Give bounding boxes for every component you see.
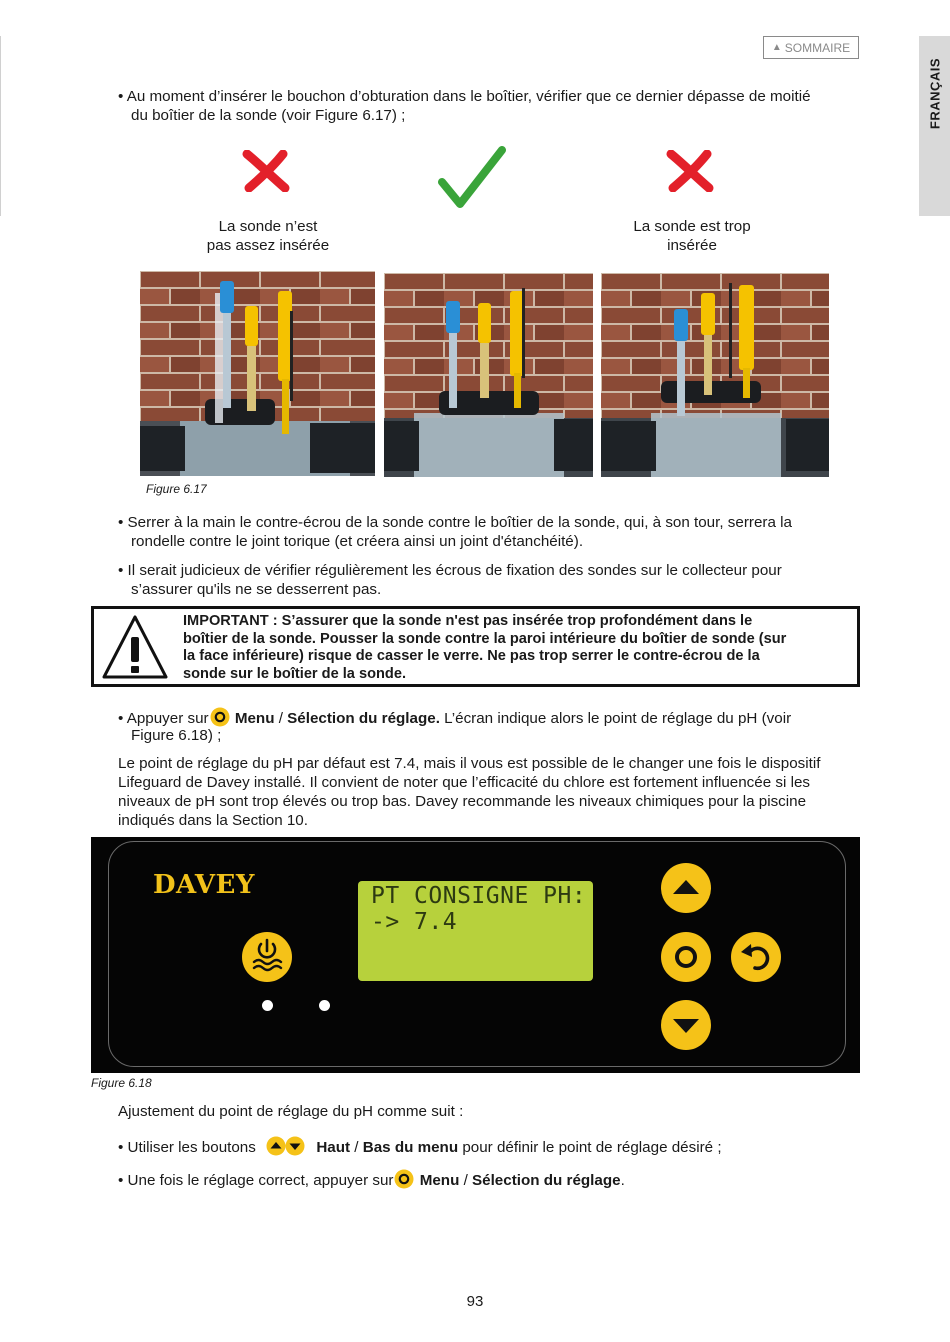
language-tab[interactable] [919, 36, 950, 216]
adjust-bullet2-bold-select: Sélection du réglage [472, 1172, 621, 1189]
cross-icon [241, 150, 291, 192]
back-button[interactable] [731, 932, 781, 982]
davey-logo: DAVEY [153, 870, 255, 900]
sommaire-label: SOMMAIRE [784, 40, 851, 55]
left-probe-label-line2: pas assez insérée [206, 237, 330, 254]
check-icon [438, 146, 506, 212]
adjust-bullet-2 [118, 1169, 625, 1190]
sommaire-button[interactable] [763, 36, 859, 59]
menu-select-button-icon [209, 707, 231, 727]
adjust-bullet1-rest: pour définir le point de réglage désiré ; [458, 1139, 722, 1156]
bullet-tighten-line1: • Serrer à la main le contre-écrou de la sonde contre le boîtier de la sonde, qui, à son tour, serrera la [118, 514, 792, 531]
probe-photo-correct [384, 273, 593, 477]
up-down-buttons-icon [266, 1136, 306, 1156]
language-tab-label: FRANÇAIS [927, 57, 942, 130]
adjust-intro: Ajustement du point de réglage du pH comme suit : [118, 1103, 464, 1120]
power-button[interactable] [242, 932, 292, 982]
right-probe-label-line1: La sonde est trop [633, 218, 751, 235]
probe-photo-over-inserted [601, 273, 829, 477]
ph-paragraph [118, 754, 820, 830]
up-triangle-icon: ▲ [771, 42, 782, 53]
control-panel-image [91, 837, 860, 1073]
intro-bullet-line1: • Au moment d’insérer le bouchon d’obturation dans le boîtier, vérifier que ce dernier dépasse de moitié [118, 88, 811, 105]
ph-paragraph-line: niveaux de pH sont trop élevés ou trop bas. Davey recommande les niveaux chimiques pour la piscine [118, 793, 807, 810]
left-probe-label-line1: La sonde n’est [218, 218, 318, 235]
left-probe-label [188, 217, 348, 255]
bullet-check-line2: s’assurer qu'ils ne se desserrent pas. [131, 581, 382, 598]
status-led [319, 1000, 330, 1011]
appuyer-bold-select: Sélection du réglage. [287, 710, 440, 727]
appuyer-bold-menu: Menu [234, 710, 275, 727]
adjust-bullet1-bold-haut: Haut [316, 1139, 351, 1156]
warning-line4: sonde sur le boîtier de la sonde. [183, 665, 407, 682]
lcd-screen [358, 881, 593, 981]
warning-triangle-icon [100, 611, 170, 681]
bullet-tighten-line2: rondelle contre le joint torique (et créera ainsi un joint d'étanchéité). [131, 533, 584, 550]
down-arrow-icon [661, 1000, 711, 1050]
probe-photo-under-inserted [140, 271, 375, 476]
lcd-line1: PT CONSIGNE PH: [371, 883, 587, 909]
adjust-bullet2-slash: / [459, 1172, 473, 1189]
adjust-bullet-1 [118, 1136, 722, 1157]
appuyer-slash: / [274, 710, 288, 727]
adjust-bullet2-end: . [620, 1172, 625, 1189]
up-button[interactable] [661, 863, 711, 913]
figure-617-caption: Figure 6.17 [146, 482, 207, 496]
intro-bullet-line2: du boîtier de la sonde (voir Figure 6.17) ; [131, 107, 406, 124]
right-probe-label [612, 217, 772, 255]
ph-paragraph-line: Le point de réglage du pH par défaut est 7.4, mais il vous est possible de le changer une fois le dispositif [118, 755, 821, 772]
menu-select-button-icon [393, 1169, 415, 1189]
down-button[interactable] [661, 1000, 711, 1050]
appuyer-bullet-line1 [118, 707, 791, 728]
appuyer-bullet-line2: Figure 6.18) ; [131, 727, 222, 744]
adjust-bullet1-prefix: • Utiliser les boutons [118, 1139, 256, 1156]
adjust-bullet1-bold-bas: Bas du menu [362, 1139, 459, 1156]
power-wave-icon [242, 932, 292, 982]
adjust-bullet1-slash: / [350, 1139, 363, 1156]
bullet-check-line1: • Il serait judicieux de vérifier régulièrement les écrous de fixation des sondes sur le collecteur pour [118, 562, 782, 579]
important-warning-box [91, 606, 860, 687]
menu-circle-icon [661, 932, 711, 982]
left-margin-rule [0, 36, 1, 216]
page-number: 93 [466, 1293, 484, 1310]
ph-paragraph-line: indiqués dans la Section 10. [118, 812, 308, 829]
warning-line2: boîtier de la sonde. Pousser la sonde contre la paroi intérieure du boîtier de sonde (sur [183, 630, 787, 647]
figure-618-caption: Figure 6.18 [91, 1076, 152, 1090]
right-probe-label-line2: insérée [667, 237, 717, 254]
lcd-line2: -> 7.4 [371, 909, 458, 935]
warning-line1: IMPORTANT : S’assurer que la sonde n'est pas insérée trop profondément dans le [183, 613, 753, 629]
adjust-bullet2-bold-menu: Menu [419, 1172, 460, 1189]
important-warning-text [183, 613, 853, 683]
up-arrow-icon [661, 863, 711, 913]
menu-select-button[interactable] [661, 932, 711, 982]
adjust-bullet2-prefix: • Une fois le réglage correct, appuyer sur [118, 1172, 394, 1189]
status-led [262, 1000, 273, 1011]
cross-icon [665, 150, 715, 192]
back-arrow-icon [731, 932, 781, 982]
appuyer-rest: L’écran indique alors le point de réglage du pH (voir [439, 710, 792, 727]
warning-line3: la face inférieure) risque de casser le verre. Ne pas trop serrer le contre-écrou de la [183, 648, 760, 664]
appuyer-prefix: • Appuyer sur [118, 710, 209, 727]
ph-paragraph-line: Lifeguard de Davey installé. Il convient de noter que l’efficacité du chlore est fortement influencée si les [118, 774, 810, 791]
